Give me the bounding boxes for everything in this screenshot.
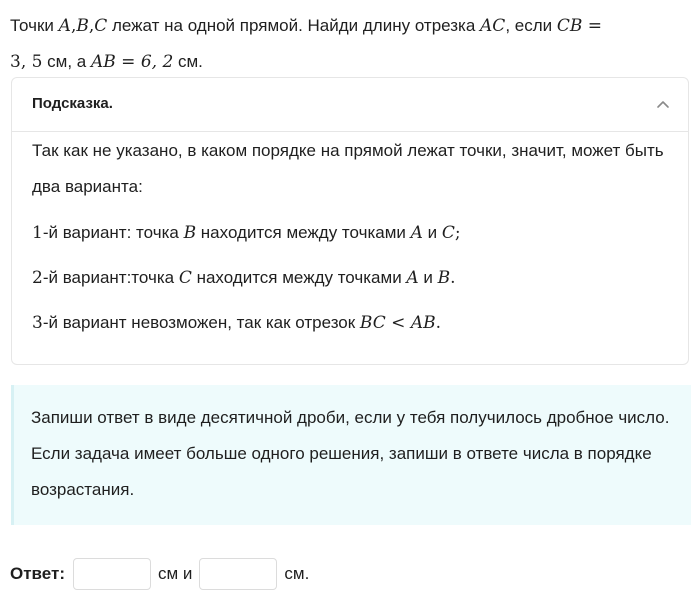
math-ab-equation: AB = 6, 2 bbox=[91, 52, 174, 72]
question-text-part: , если bbox=[505, 16, 557, 35]
variant-text: -й вариант: точка bbox=[42, 223, 184, 242]
hint-variant-1 bbox=[32, 210, 672, 255]
variant-number: 1 bbox=[32, 223, 43, 243]
instruction-note bbox=[11, 385, 691, 525]
answer-unit-1: см и bbox=[158, 564, 193, 583]
variant-number: 3 bbox=[32, 313, 43, 333]
math-cb-value: 3, 5 bbox=[10, 52, 43, 72]
hint-body bbox=[32, 141, 672, 345]
math-point-b: B bbox=[183, 223, 197, 243]
variant-text: ; bbox=[454, 223, 461, 243]
hint-variant-3 bbox=[32, 300, 672, 345]
variant-text: . bbox=[450, 268, 456, 288]
question-text-part: см. bbox=[173, 52, 203, 71]
question-text-part: Точки bbox=[10, 16, 59, 35]
variant-text: и bbox=[418, 268, 438, 287]
math-point-c: C bbox=[94, 16, 108, 36]
math-cb-equation: CB = bbox=[556, 16, 603, 36]
question-text bbox=[10, 8, 690, 80]
answer-unit-2: см. bbox=[284, 564, 310, 583]
variant-text: . bbox=[435, 313, 441, 333]
answer-input-2[interactable] bbox=[199, 558, 277, 590]
variant-text: -й вариант:точка bbox=[42, 268, 179, 287]
hint-intro: Так как не указано, в каком порядке на прямой лежат точки, значит, может быть два варианта: bbox=[32, 141, 664, 196]
math-segment-ab: AB bbox=[410, 313, 436, 333]
hint-title: Подсказка. bbox=[32, 95, 113, 112]
math-point-b: B bbox=[76, 16, 89, 36]
math-comma: , bbox=[70, 16, 77, 36]
math-less-than: < bbox=[385, 313, 411, 333]
variant-text: -й вариант невозможен, так как отрезок bbox=[42, 313, 360, 332]
math-point-b: B bbox=[437, 268, 451, 288]
question-text-part: см, а bbox=[42, 52, 91, 71]
math-segment-ac: AC bbox=[480, 16, 506, 36]
instruction-text: Запиши ответ в виде десятичной дроби, если у тебя получилось дробное число. Если задача имеет больше одного решения, запиши в ответе числа в порядке возрастания. bbox=[31, 408, 670, 499]
math-point-c: C bbox=[178, 268, 192, 288]
hint-variant-2 bbox=[32, 255, 672, 300]
answer-row bbox=[10, 556, 309, 592]
math-point-c: C bbox=[441, 223, 455, 243]
answer-input-1[interactable] bbox=[73, 558, 151, 590]
math-comma: , bbox=[88, 16, 95, 36]
math-point-a: A bbox=[58, 16, 71, 36]
question-text-part: лежат на одной прямой. Найди длину отрезка bbox=[107, 16, 481, 35]
math-point-a: A bbox=[410, 223, 423, 243]
chevron-up-icon[interactable] bbox=[656, 97, 670, 111]
variant-text: находится между точками bbox=[196, 223, 411, 242]
variant-text: и bbox=[422, 223, 442, 242]
math-point-a: A bbox=[406, 268, 419, 288]
variant-number: 2 bbox=[32, 268, 43, 288]
hint-panel bbox=[11, 77, 689, 365]
answer-label: Ответ: bbox=[10, 564, 65, 583]
hint-header[interactable] bbox=[12, 78, 688, 132]
variant-text: находится между точками bbox=[191, 268, 407, 287]
math-segment-bc: BC bbox=[359, 313, 386, 333]
